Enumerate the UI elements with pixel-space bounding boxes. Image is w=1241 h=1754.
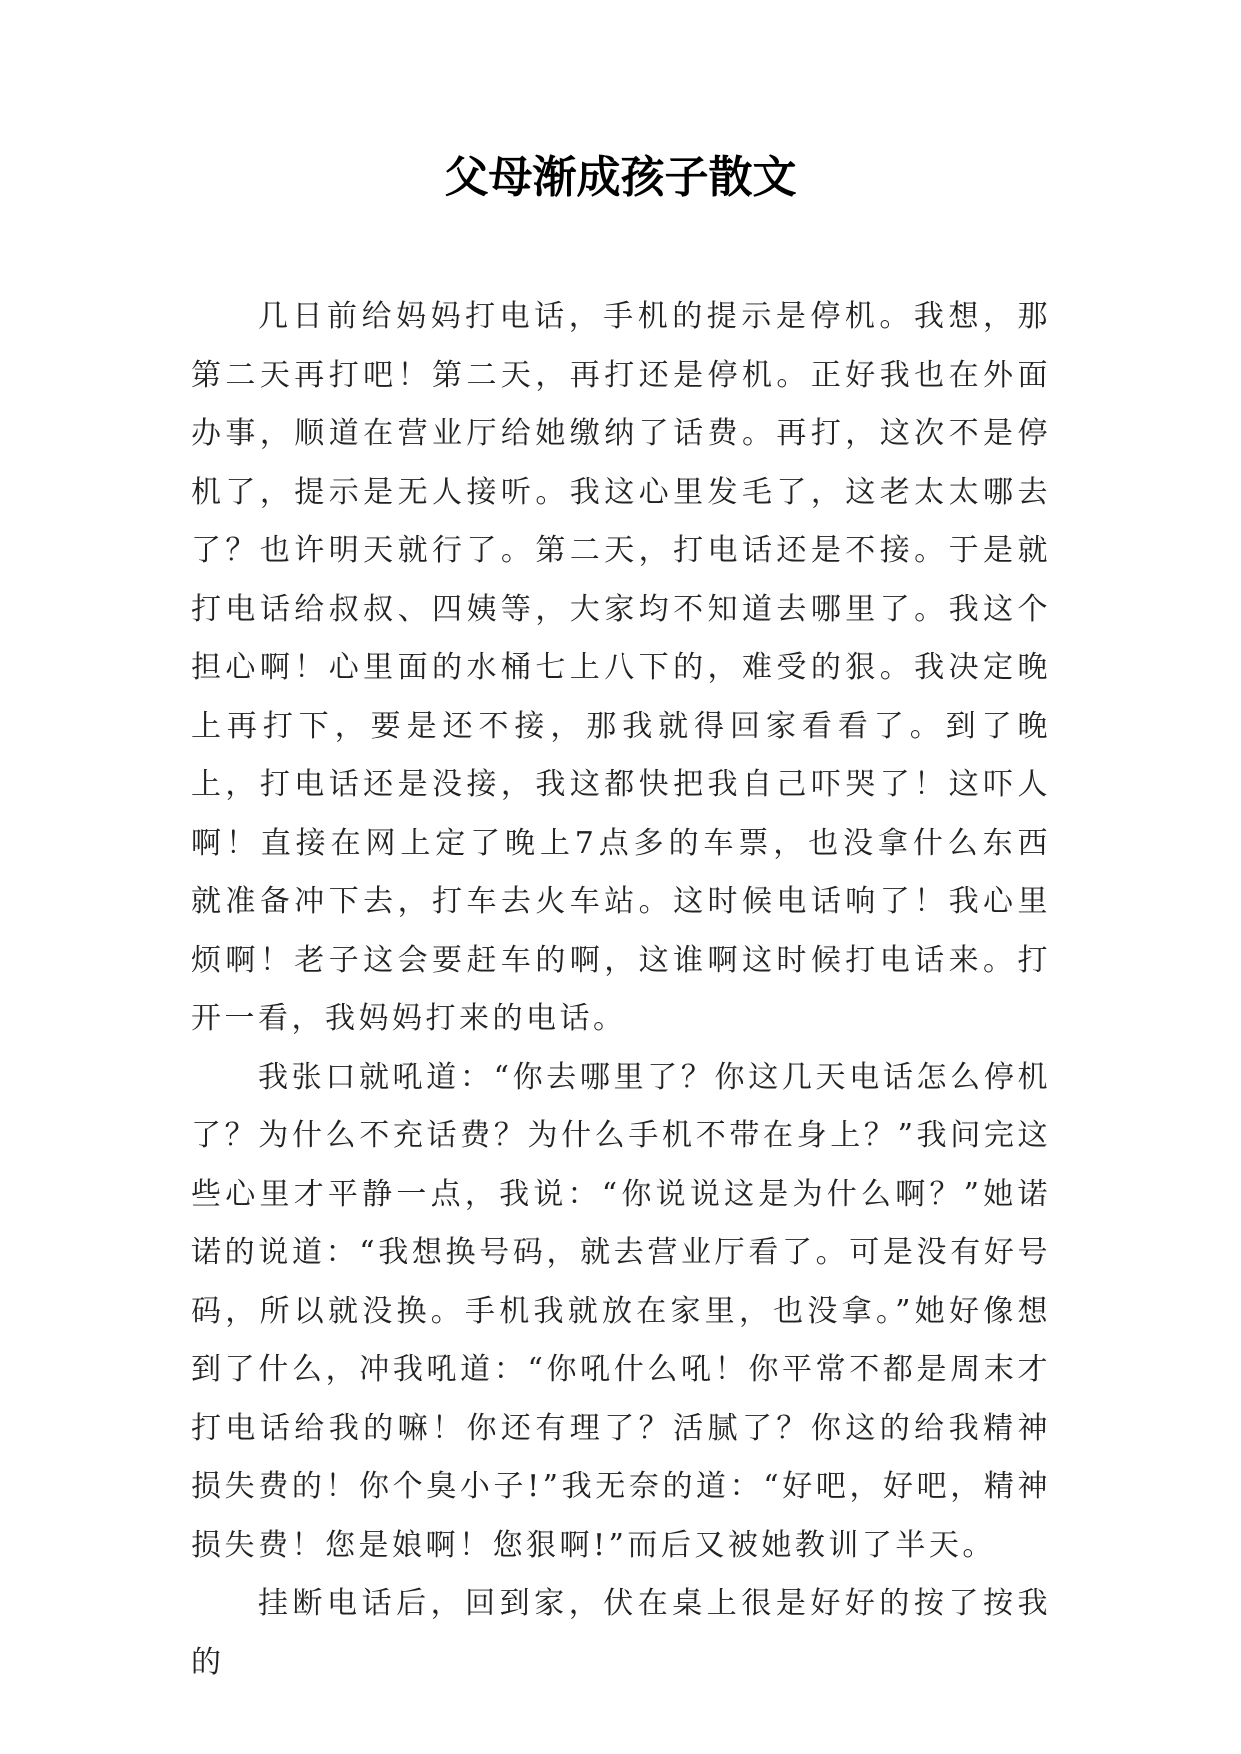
- article-body: [191, 288, 1051, 1692]
- page-title: 父母渐成孩子散文: [444, 152, 797, 203]
- paragraph: 几日前给妈妈打电话，手机的提示是停机。我想，那第二天再打吧！第二天，再打还是停机。正好我也在外面办事，顺道在营业厅给她缴纳了话费。再打，这次不是停机了，提示是无人接听。我这心里发毛了，这老太太哪去了？也许明天就行了。第二天，打电话还是不接。于是就打电话给叔叔、四姨等，大家均不知道去哪里了。我这个担心啊！心里面的水桶七上八下的，难受的狠。我决定晚上再打下，要是还不接，那我就得回家看看了。到了晚上，打电话还是没接，我这都快把我自己吓哭了！这吓人啊！直接在网上定了晚上7点多的车票，也没拿什么东西就准备冲下去，打车去火车站。这时候电话响了！我心里烦啊！老子这会要赶车的啊，这谁啊这时候打电话来。打开一看，我妈妈打来的电话。: [191, 299, 1051, 1036]
- paragraph: 我张口就吼道：“你去哪里了？你这几天电话怎么停机了？为什么不充话费？为什么手机不带在身上？”我问完这些心里才平静一点，我说：“你说说这是为什么啊？”她诺诺的说道：“我想换号码，就去营业厅看了。可是没有好号码，所以就没换。手机我就放在家里，也没拿。”她好像想到了什么，冲我吼道：“你吼什么吼！你平常不都是周末才打电话给我的嘛！你还有理了？活腻了？你这的给我精神损失费的！你个臭小子!”我无奈的道：“好吧，好吧，精神损失费！您是娘啊！您狠啊!”而后又被她教训了半天。: [191, 1059, 1051, 1563]
- paragraph: 挂断电话后，回到家，伏在桌上很是好好的按了按我的: [191, 1586, 1051, 1680]
